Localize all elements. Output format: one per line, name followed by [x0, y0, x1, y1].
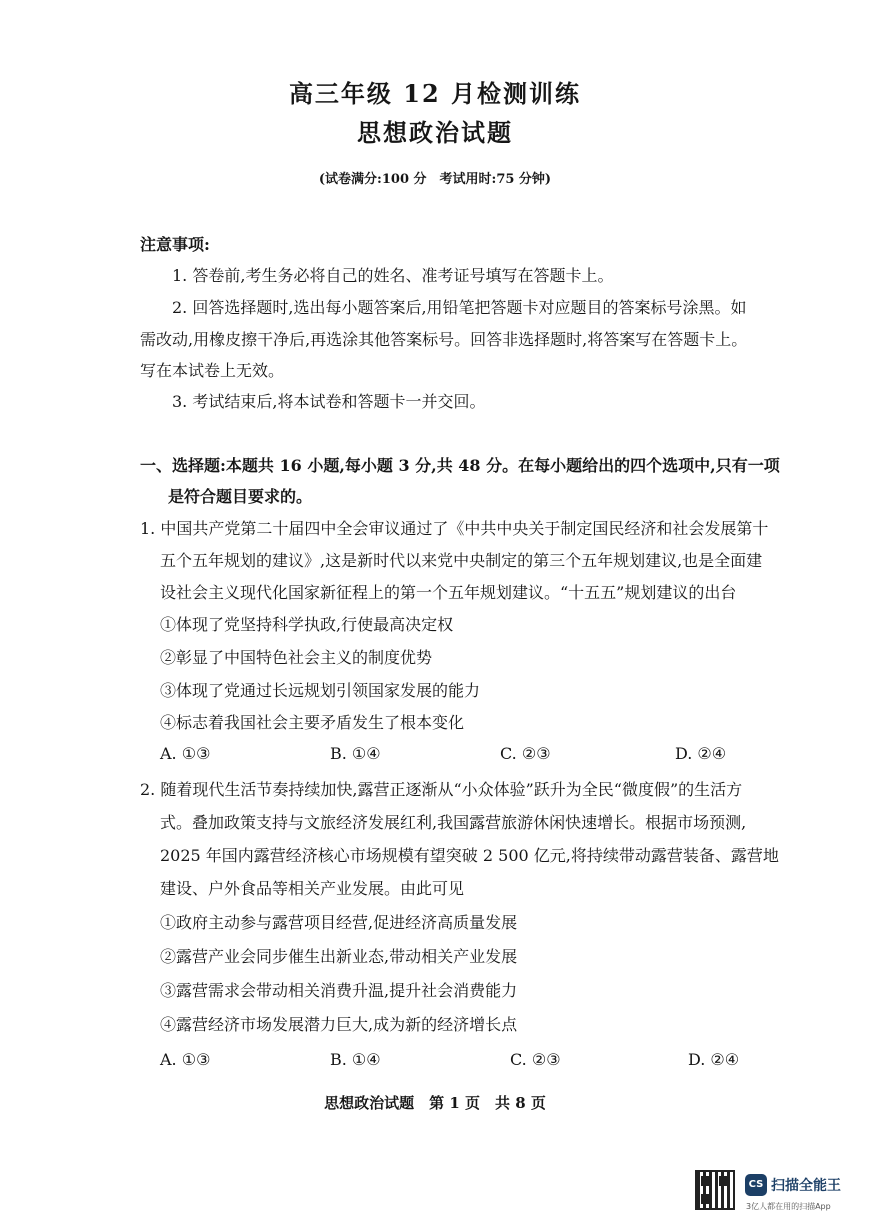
q2-stem-line2: 式。叠加政策支持与文旅经济发展红利,我国露营旅游休闲快速增长。根据市场预测,: [160, 813, 747, 832]
q2-stem-line1: 2. 随着现代生活节奏持续加快,露营正逐渐从“小众体验”跃升为全民“微度假”的生活方: [140, 780, 743, 799]
q1-stem-line3: 设社会主义现代化国家新征程上的第一个五年规划建议。“十五五”规划建议的出台: [160, 583, 737, 602]
q2-options: [160, 1050, 760, 1074]
q2-option-b: B. ①④: [330, 1050, 381, 1069]
q2-statement-3: ③露营需求会带动相关消费升温,提升社会消费能力: [160, 981, 518, 1000]
exam-title-line1: 高三年级 12 月检测训练: [288, 79, 582, 108]
q2-stem-line3: 2025 年国内露营经济核心市场规模有望突破 2 500 亿元,将持续带动露营装备、露营地: [160, 846, 779, 865]
q1-options: [160, 744, 760, 768]
q1-option-d: D. ②④: [675, 744, 727, 763]
q1-option-c: C. ②③: [500, 744, 551, 763]
q1-statement-4: ④标志着我国社会主要矛盾发生了根本变化: [160, 713, 465, 732]
q1-stem-line2: 五个五年规划的建议》,这是新时代以来党中央制定的第三个五年规划建议,也是全面建: [160, 551, 763, 570]
section-heading-line1: 一、选择题:本题共 16 小题,每小题 3 分,共 48 分。在每小题给出的四个选项中,只有一项: [140, 456, 780, 475]
q2-option-d: D. ②④: [688, 1050, 740, 1069]
camscanner-name: 扫描全能王: [771, 1178, 841, 1194]
q2-statement-4: ④露营经济市场发展潜力巨大,成为新的经济增长点: [160, 1015, 518, 1034]
q1-option-a: A. ①③: [160, 744, 211, 763]
camscanner-logo-icon: CS: [745, 1174, 767, 1196]
exam-title-line2: 思想政治试题: [357, 118, 513, 147]
q2-stem-line4: 建设、户外食品等相关产业发展。由此可见: [160, 879, 465, 898]
exam-info: (试卷满分:100 分 考试用时:75 分钟): [318, 172, 552, 187]
notice-item-2-line2: 需改动,用橡皮擦干净后,再选涂其他答案标号。回答非选择题时,将答案写在答题卡上。: [140, 330, 748, 349]
camscanner-tagline: 3亿人都在用的扫描App: [746, 1202, 831, 1211]
q2-option-a: A. ①③: [160, 1050, 211, 1069]
notice-item-1: 1. 答卷前,考生务必将自己的姓名、准考证号填写在答题卡上。: [172, 266, 614, 285]
q2-statement-2: ②露营产业会同步催生出新业态,带动相关产业发展: [160, 947, 518, 966]
page-footer: 思想政治试题 第 1 页 共 8 页: [324, 1094, 546, 1112]
q2-statement-1: ①政府主动参与露营项目经营,促进经济高质量发展: [160, 913, 518, 932]
q1-statement-2: ②彰显了中国特色社会主义的制度优势: [160, 648, 433, 667]
notice-item-2-line1: 2. 回答选择题时,选出每小题答案后,用铅笔把答题卡对应题目的答案标号涂黑。如: [172, 298, 747, 317]
notice-item-3: 3. 考试结束后,将本试卷和答题卡一并交回。: [172, 392, 486, 411]
q1-option-b: B. ①④: [330, 744, 381, 763]
q2-option-c: C. ②③: [510, 1050, 561, 1069]
notice-item-2-line3: 写在本试卷上无效。: [140, 361, 285, 380]
q1-statement-3: ③体现了党通过长远规划引领国家发展的能力: [160, 681, 481, 700]
section-heading-line2: 是符合题目要求的。: [168, 487, 313, 506]
notice-heading: 注意事项:: [140, 235, 210, 254]
qr-code-icon: [695, 1170, 735, 1210]
q1-statement-1: ①体现了党坚持科学执政,行使最高决定权: [160, 615, 454, 634]
q1-stem-line1: 1. 中国共产党第二十届四中全会审议通过了《中共中央关于制定国民经济和社会发展第十: [140, 519, 769, 538]
